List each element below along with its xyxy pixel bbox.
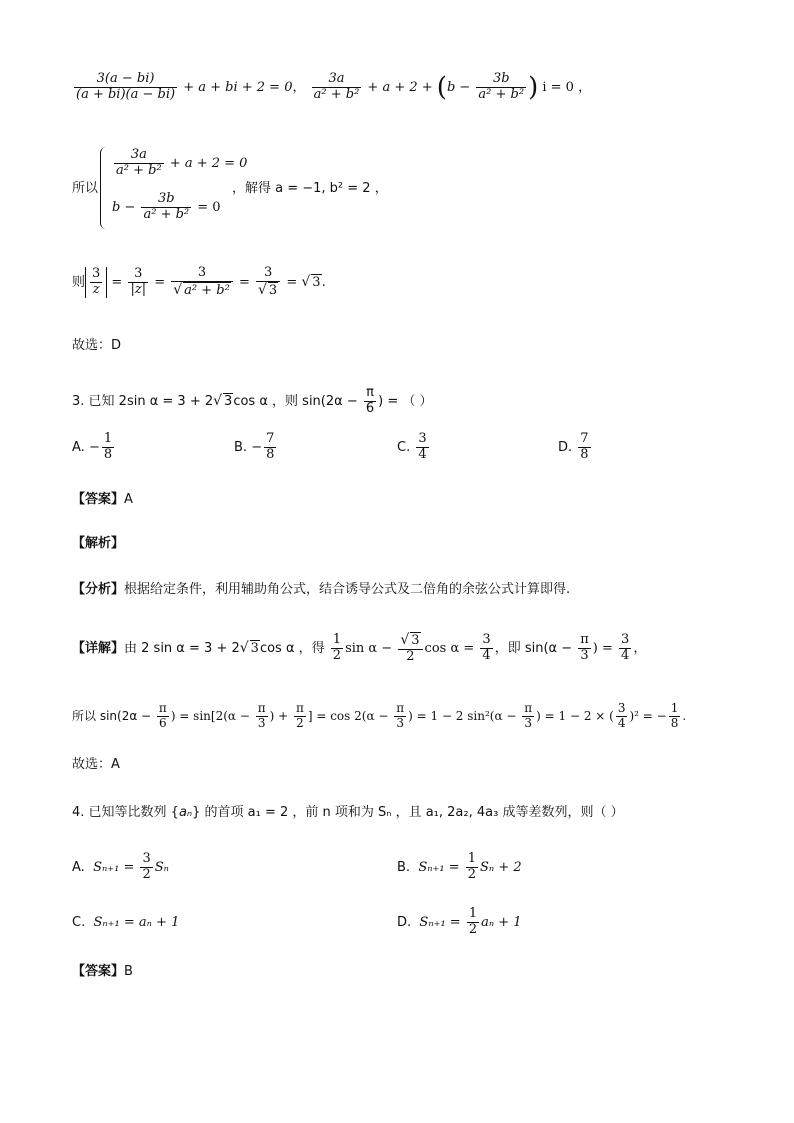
fraction: [480, 633, 492, 664]
equation-line-3: [72, 266, 326, 299]
numerator: 3: [142, 851, 151, 866]
fraction: [394, 702, 406, 731]
expr: ，即 sin(α −: [494, 640, 577, 656]
option-a[interactable]: [72, 432, 116, 463]
fraction: [74, 72, 177, 103]
expr: cos α =: [424, 640, 479, 656]
option-label: B.: [234, 439, 248, 455]
numerator: π: [158, 701, 167, 715]
stem-text: ) = （ ）: [378, 393, 433, 409]
fraction: [90, 267, 102, 298]
denominator: 4: [617, 715, 626, 730]
numerator: 3a: [114, 148, 164, 164]
radicand: 3: [250, 640, 259, 656]
denominator: 2: [467, 866, 477, 882]
numerator: 3(a − bi): [74, 72, 177, 88]
radicand: 3: [411, 633, 420, 648]
expr: ) = 1 − 2 × (: [536, 708, 614, 723]
abs-value: [85, 267, 107, 298]
numerator: 1: [332, 632, 342, 647]
numerator: π: [524, 701, 533, 715]
denominator: a² + b²: [143, 206, 190, 222]
analysis-heading: [72, 537, 124, 550]
denominator: 8: [670, 715, 679, 730]
fraction: [264, 432, 276, 463]
radicand: 3: [312, 274, 321, 290]
numerator: π: [257, 701, 266, 715]
numerator: 3: [621, 632, 630, 647]
sign: −: [251, 439, 263, 455]
answer-value: B: [124, 964, 133, 979]
detail-tag: 【详解】: [72, 640, 125, 656]
denominator: 8: [103, 446, 113, 462]
fraction: [312, 72, 362, 103]
expr: 由 2 sin α = 3 + 2: [124, 640, 240, 656]
denominator: 4: [621, 647, 630, 663]
stem-math: aₙ: [178, 805, 193, 820]
fraction: [364, 386, 376, 417]
numerator: 3b: [141, 192, 191, 208]
expr: i = 0 ，: [538, 79, 592, 95]
option-d[interactable]: [397, 907, 522, 938]
numerator: π: [364, 386, 376, 402]
expr: 所以 sin(2α −: [72, 708, 155, 723]
denominator: 3: [524, 715, 533, 730]
sqrt-sign: √: [400, 632, 410, 648]
numerator: π: [580, 632, 589, 647]
denominator: 8: [266, 446, 275, 462]
numerator: 1: [103, 431, 113, 446]
expr: )² = −: [629, 708, 667, 723]
numerator: 3: [92, 266, 101, 281]
fraction: [141, 192, 191, 223]
expr: Sₙ: [154, 859, 169, 875]
denominator: 2: [332, 647, 342, 663]
fraction: [294, 702, 306, 731]
denominator: 2: [296, 715, 304, 730]
denominator: 8: [580, 446, 589, 462]
answer-line: [72, 965, 133, 978]
numerator: 3: [256, 266, 280, 282]
expr: ) =: [592, 640, 618, 656]
left-brace: [100, 147, 109, 229]
equals: =: [107, 274, 127, 290]
answer-value: A: [124, 492, 133, 507]
paren-right: ): [528, 72, 539, 103]
sqrt-sign: √: [258, 281, 267, 298]
radicand: 3: [268, 282, 278, 298]
option-label: D.: [397, 914, 412, 930]
expr: b −: [112, 199, 140, 215]
stem-text: 4. 已知等比数列 {: [72, 805, 179, 820]
numerator: 1: [670, 701, 679, 715]
fraction: [256, 266, 280, 299]
expr: ] = cos 2(α −: [307, 708, 393, 723]
expr: Sₙ₊₁ =: [93, 859, 139, 875]
numerator: 3: [482, 632, 491, 647]
expr: b −: [446, 79, 475, 95]
fraction: [416, 432, 428, 463]
equals: =: [150, 274, 170, 290]
expr: + a + bi + 2 = 0: [179, 79, 293, 95]
expr: ，: [633, 640, 647, 656]
numerator: 1: [467, 851, 477, 866]
analysis-text: 根据给定条件，利用辅助角公式，结合诱导公式及二倍角的余弦公式计算即得.: [124, 582, 571, 597]
option-a[interactable]: [72, 852, 169, 883]
stem-text: cos α ，则 sin(2α −: [233, 393, 362, 409]
denominator: |z|: [130, 281, 147, 297]
expr: ) = 1 − 2 sin²(α −: [408, 708, 521, 723]
separator: ，: [292, 79, 306, 95]
option-label: C.: [397, 439, 411, 455]
option-label: D.: [558, 439, 573, 455]
denominator: 6: [159, 715, 167, 730]
denominator: z: [92, 281, 100, 297]
numerator: π: [295, 701, 304, 715]
denominator: 6: [365, 400, 375, 416]
equals: =: [234, 274, 254, 290]
choice-line: 故选：A: [72, 757, 120, 772]
denominator: 3: [580, 647, 589, 663]
numerator: 7: [266, 431, 275, 446]
numerator: 3a: [312, 72, 362, 88]
analysis-tag: 【分析】: [72, 582, 125, 597]
expr: Sₙ + 2: [480, 859, 522, 875]
question-3-stem: [72, 386, 433, 417]
expr: Sₙ₊₁ =: [418, 859, 464, 875]
expr: Sₙ₊₁ = aₙ + 1: [93, 915, 180, 930]
expr: sin α −: [345, 640, 397, 656]
option-d[interactable]: [558, 432, 593, 463]
fraction: [476, 72, 526, 103]
expr: = 0: [193, 199, 221, 215]
denominator: 3: [396, 715, 404, 730]
fraction: [398, 632, 422, 665]
fraction: [467, 907, 479, 938]
option-label: B.: [397, 859, 411, 875]
stem-text: 3. 已知 2sin α = 3 + 2: [72, 393, 214, 409]
denominator: 2: [142, 866, 151, 882]
system-row-2: [112, 192, 221, 223]
numerator: 3b: [476, 72, 526, 88]
fraction: [128, 267, 148, 298]
period: .: [321, 274, 326, 290]
fraction: [157, 702, 169, 731]
fraction: [171, 266, 233, 299]
equation-line-1: [72, 72, 591, 103]
fraction: [114, 148, 164, 179]
expr: + a + 2 = 0: [165, 155, 248, 171]
system-row-1: [112, 148, 247, 179]
numerator: 7: [580, 431, 589, 446]
expr: .: [682, 708, 687, 723]
numerator: 3: [418, 431, 427, 446]
numerator: 1: [468, 906, 478, 921]
fraction: [140, 852, 152, 883]
question-4-stem: [72, 806, 624, 819]
denominator: (a + bi)(a − bi): [76, 86, 176, 102]
numerator: [398, 632, 422, 650]
expr: Sₙ₊₁ =: [419, 914, 465, 930]
fraction: [331, 633, 343, 664]
denominator: 4: [418, 446, 427, 462]
option-label: A.: [72, 859, 85, 875]
option-b[interactable]: [397, 852, 522, 883]
fraction: [578, 633, 591, 664]
fraction: [619, 633, 631, 664]
solve-text: ，解得 a = −1, b² = 2 ，: [232, 181, 388, 196]
stem-text: } 的首项 a₁ = 2 ，前 n 项和为 Sₙ ，且 a₁, 2a₂, 4a₃ 成等差数列，则（ ）: [192, 805, 624, 820]
fraction: [616, 702, 628, 731]
sign: −: [88, 439, 100, 455]
paren-left: (: [436, 72, 447, 103]
numerator: 3: [128, 267, 148, 283]
denominator: 3: [257, 715, 266, 730]
radicand: 3: [224, 393, 233, 409]
numerator: 3: [617, 701, 626, 715]
fraction: [522, 702, 534, 731]
option-label: A.: [72, 439, 85, 455]
denominator: a² + b²: [478, 86, 525, 102]
sqrt-sign: √: [213, 392, 223, 409]
choice-line: 故选：D: [72, 338, 122, 353]
denominator: 2: [468, 921, 478, 937]
numerator: π: [396, 701, 405, 715]
expr: aₙ + 1: [481, 914, 522, 930]
denominator: [256, 282, 280, 299]
answer-tag: 【答案】: [72, 964, 125, 979]
expr: ) +: [269, 708, 292, 723]
sqrt-sign: √: [301, 273, 311, 290]
system-prefix: 所以: [72, 181, 99, 196]
analysis-line: [72, 583, 570, 596]
fraction: [466, 852, 478, 883]
fraction: [102, 432, 114, 463]
fraction: [578, 432, 590, 463]
option-b[interactable]: [234, 432, 278, 463]
denominator: a² + b²: [116, 162, 162, 178]
answer-line: [72, 493, 133, 506]
expr: ) = sin[2(α −: [170, 708, 254, 723]
denominator: 4: [482, 647, 491, 663]
denominator: a² + b²: [313, 86, 360, 102]
denominator: 2: [406, 648, 415, 664]
expr: cos α ，得: [259, 640, 329, 656]
equals: =: [282, 274, 302, 290]
fraction: [669, 702, 681, 731]
analysis-tag: 【解析】: [72, 536, 125, 551]
prefix: 则: [72, 274, 86, 290]
option-c[interactable]: [397, 432, 431, 463]
option-label: C.: [72, 915, 86, 930]
detail-line: [72, 632, 646, 665]
radicand: a² + b²: [184, 282, 230, 298]
derivation-line: [72, 702, 686, 731]
numerator: 3: [171, 266, 233, 282]
expr: + a + 2 +: [363, 79, 437, 95]
option-c[interactable]: [72, 916, 179, 929]
denominator: [171, 282, 233, 299]
answer-tag: 【答案】: [72, 492, 125, 507]
sqrt-sign: √: [239, 639, 249, 656]
sqrt-sign: √: [173, 281, 183, 298]
fraction: [256, 702, 268, 731]
